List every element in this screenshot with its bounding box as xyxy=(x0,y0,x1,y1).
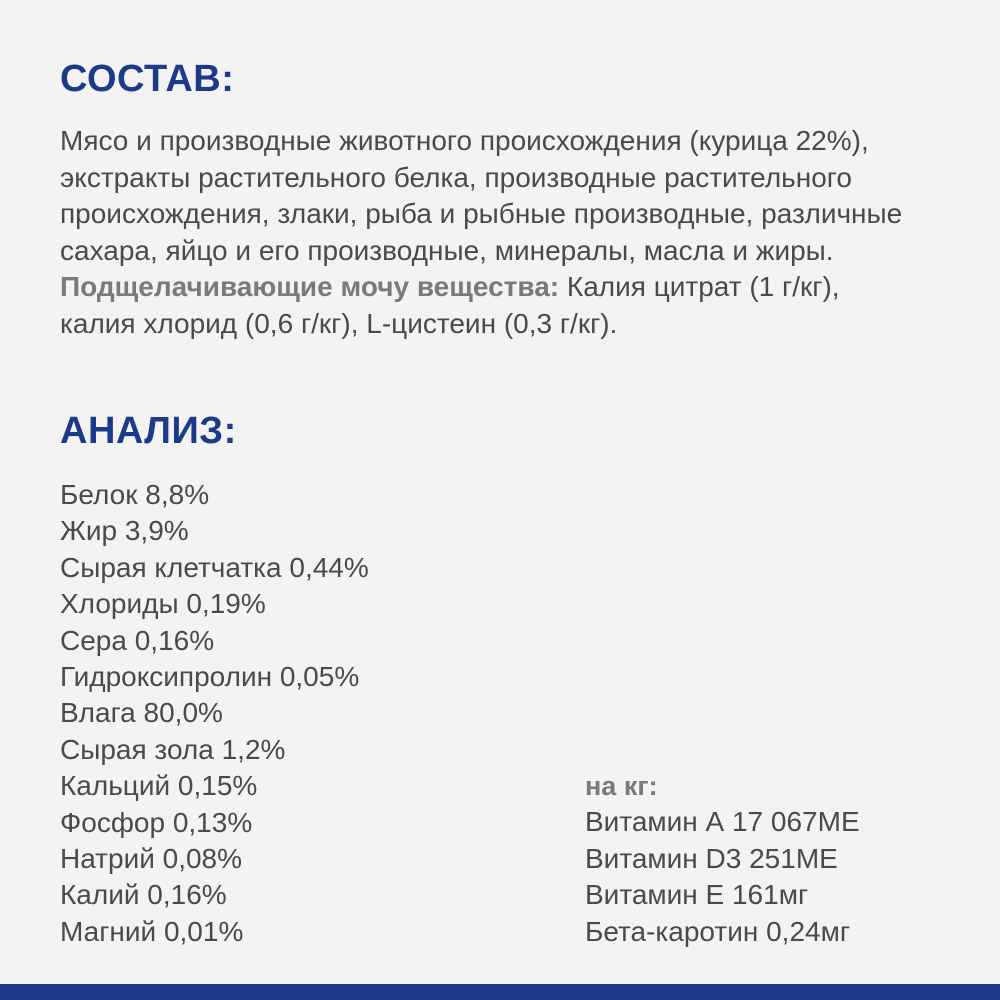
analysis-item-chlorides: Хлориды 0,19% xyxy=(60,588,266,620)
analysis-item-sulfur: Сера 0,16% xyxy=(60,624,215,656)
analysis-item-sodium: Натрий 0,08% xyxy=(60,843,243,875)
composition-paragraph xyxy=(60,123,910,342)
alkalizing-label: Подщелачивающие мочу вещества: xyxy=(60,271,560,302)
analysis-list xyxy=(60,477,369,950)
analysis-item-phosphorus: Фосфор 0,13% xyxy=(60,806,253,838)
analysis-item-calcium: Кальций 0,15% xyxy=(60,770,258,802)
analysis-item-potassium: Калий 0,16% xyxy=(60,879,227,911)
vitamin-item-a: Витамин А 17 067МЕ xyxy=(585,806,860,838)
vitamin-item-e: Витамин Е 161мг xyxy=(585,879,809,911)
analysis-item-crude-fiber: Сырая клетчатка 0,44% xyxy=(60,551,369,583)
vitamins-block xyxy=(585,768,860,950)
composition-heading: СОСТАВ: xyxy=(60,58,235,100)
per-kg-label: на кг: xyxy=(585,771,658,801)
analysis-item-moisture: Влага 80,0% xyxy=(60,697,223,729)
bottom-accent-bar xyxy=(0,984,1000,1000)
analysis-item-hydroxyproline: Гидроксипролин 0,05% xyxy=(60,661,360,693)
analysis-item-protein: Белок 8,8% xyxy=(60,479,210,510)
vitamin-item-beta-carotene: Бета-каротин 0,24мг xyxy=(585,915,851,947)
analysis-item-crude-ash: Сырая зола 1,2% xyxy=(60,733,286,765)
analysis-heading: АНАЛИЗ: xyxy=(60,410,237,452)
composition-text: Мясо и производные животного происхождения (курица 22%), экстракты растительного белка, производные растительного происхождения, злаки, рыба и рыбные производные, различные сахара, яйцо и его производные, минералы, масла и жиры. xyxy=(60,125,903,266)
vitamin-item-d3: Витамин D3 251МЕ xyxy=(585,842,838,874)
analysis-item-magnesium: Магний 0,01% xyxy=(60,915,244,947)
analysis-item-fat: Жир 3,9% xyxy=(60,515,189,547)
vitamins-list xyxy=(585,804,860,950)
alkalizing-text: Калия цитрат (1 г/кг), калия хлорид (0,6 г/кг), L-цистеин (0,3 г/кг). xyxy=(60,271,840,339)
